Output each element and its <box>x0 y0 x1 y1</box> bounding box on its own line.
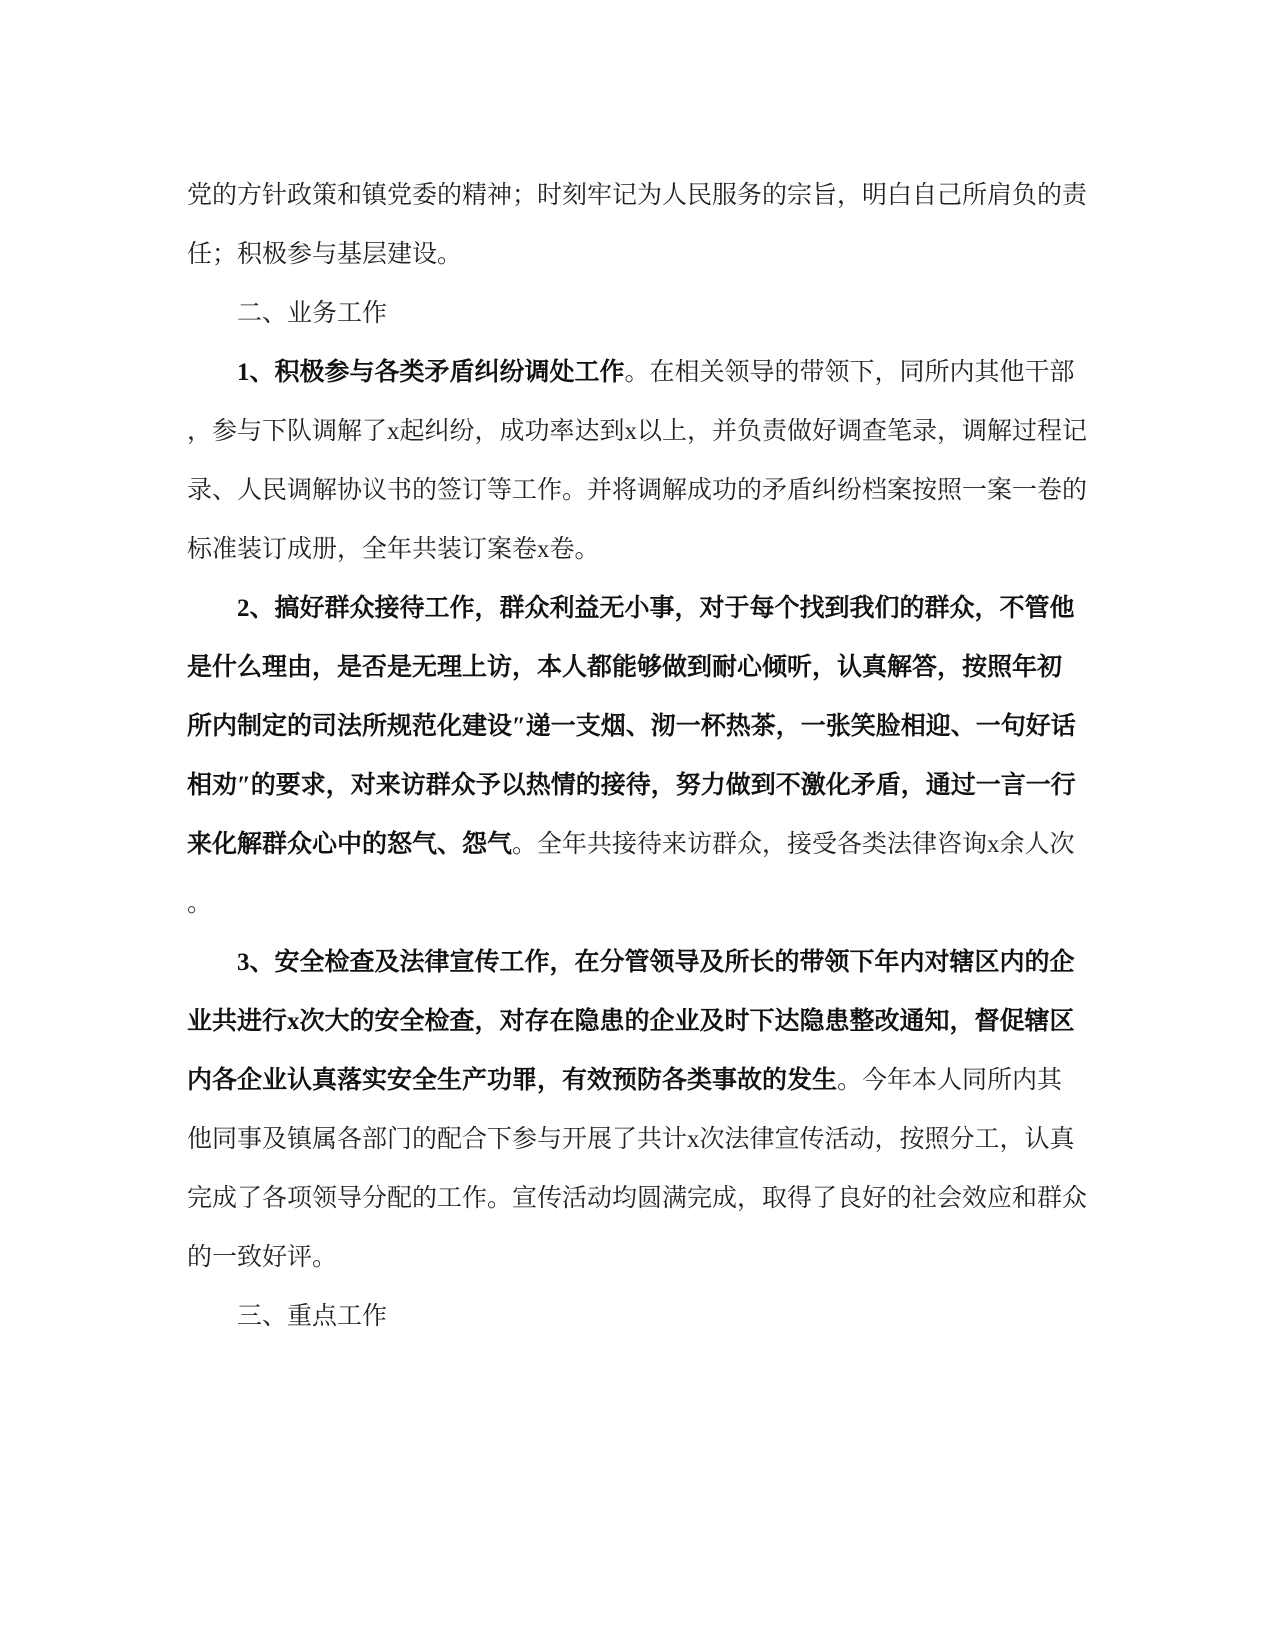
bold-text-run: 3、安全检查及法律宣传工作，在分管领导及所长的带领下年内对辖区内的企 <box>237 949 1075 976</box>
bold-text-run: 1、积极参与各类矛盾纠纷调处工作 <box>237 359 625 386</box>
text-run: 。今年本人同所内其 <box>837 1067 1063 1094</box>
text-line <box>187 520 1127 579</box>
text-line <box>187 225 1127 284</box>
text-run: 标准装订成册，全年共装订案卷x卷。 <box>187 536 600 563</box>
text-run: 完成了各项领导分配的工作。宣传活动均圆满完成，取得了良好的社会效应和群众 <box>187 1185 1088 1212</box>
text-run: 。全年共接待来访群众，接受各类法律咨询x余人次 <box>512 831 1075 858</box>
text-line <box>187 1051 1127 1110</box>
bold-text-run: 相劝″的要求，对来访群众予以热情的接待，努力做到不激化矛盾，通过一言一行 <box>187 772 1076 799</box>
bold-text-run: 来化解群众心中的怒气、怨气 <box>187 831 513 858</box>
text-line <box>187 402 1127 461</box>
text-run: 他同事及镇属各部门的配合下参与开展了共计x次法律宣传活动，按照分工，认真 <box>187 1126 1075 1153</box>
bold-text-run: 是什么理由，是否是无理上访，本人都能够做到耐心倾听，认真解答，按照年初 <box>187 654 1063 681</box>
text-line <box>187 638 1127 697</box>
text-line <box>187 756 1127 815</box>
text-run: 录、人民调解协议书的签订等工作。并将调解成功的矛盾纠纷档案按照一案一卷的 <box>187 477 1088 504</box>
text-line <box>187 992 1127 1051</box>
bold-text-run: 内各企业认真落实安全生产功罪，有效预防各类事故的发生 <box>187 1067 838 1094</box>
text-run: 党的方针政策和镇党委的精神；时刻牢记为人民服务的宗旨，明白自己所肩负的责 <box>187 182 1088 209</box>
text-run: ，参与下队调解了x起纠纷，成功率达到x以上，并负责做好调查笔录，调解过程记 <box>187 418 1088 445</box>
text-line <box>187 284 1127 343</box>
text-run: 。在相关领导的带领下，同所内其他干部 <box>624 359 1075 386</box>
document-body <box>187 166 1127 1346</box>
bold-text-run: 所内制定的司法所规范化建设″递一支烟、沏一杯热茶，一张笑脸相迎、一句好话 <box>187 713 1076 740</box>
text-run: 二、业务工作 <box>237 300 388 327</box>
text-line <box>187 1169 1127 1228</box>
text-line <box>187 1228 1127 1287</box>
text-line <box>187 933 1127 992</box>
text-line <box>187 343 1127 402</box>
text-run: 三、重点工作 <box>237 1303 388 1330</box>
text-line <box>187 461 1127 520</box>
text-run: 。 <box>187 890 213 917</box>
text-line <box>187 579 1127 638</box>
text-line <box>187 1287 1127 1346</box>
text-line <box>187 874 1127 933</box>
text-line <box>187 1110 1127 1169</box>
text-line <box>187 815 1127 874</box>
bold-text-run: 2、搞好群众接待工作，群众利益无小事，对于每个找到我们的群众，不管他 <box>237 595 1075 622</box>
text-line <box>187 697 1127 756</box>
bold-text-run: 业共进行x次大的安全检查，对存在隐患的企业及时下达隐患整改通知，督促辖区 <box>187 1008 1075 1035</box>
text-line <box>187 166 1127 225</box>
text-run: 的一致好评。 <box>187 1244 338 1271</box>
text-run: 任；积极参与基层建设。 <box>187 241 463 268</box>
